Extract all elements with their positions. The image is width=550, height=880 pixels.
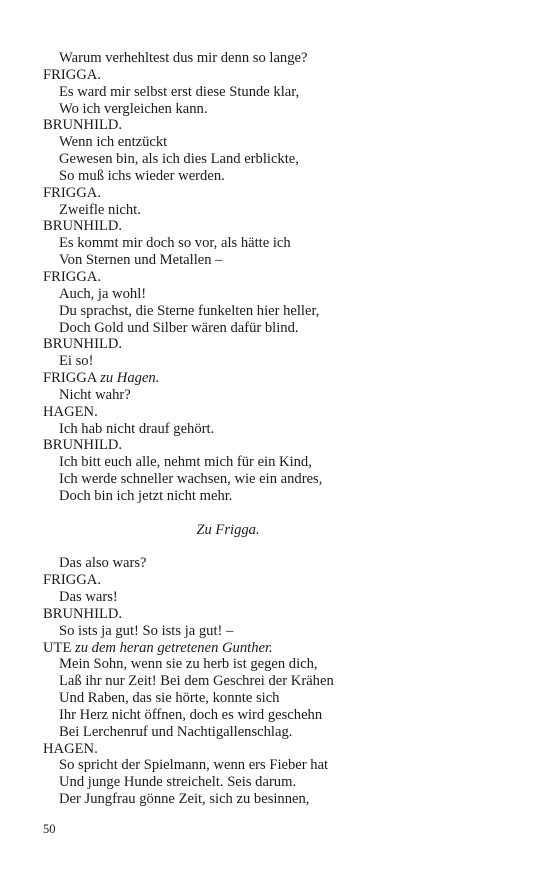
verse-line: Gewesen bin, als ich dies Land erblickte,	[59, 151, 299, 168]
verse-line: Wo ich vergleichen kann.	[59, 100, 208, 117]
verse-line: So ists ja gut! So ists ja gut! –	[59, 622, 234, 639]
verse-line: Ich hab nicht drauf gehört.	[59, 420, 215, 437]
speaker-line	[43, 185, 513, 202]
verse-line: Bei Lerchenruf und Nachtigallenschlag.	[59, 723, 293, 740]
speaker-line	[43, 606, 513, 623]
verse-line: So muß ichs wieder werden.	[59, 167, 225, 184]
speaker-name: FRIGGA.	[43, 184, 101, 201]
speaker-line	[43, 117, 513, 134]
verse-line: Der Jungfrau gönne Zeit, sich zu besinnen,	[59, 791, 310, 808]
verse-line: Ei so!	[59, 353, 94, 370]
stage-direction: zu Hagen.	[100, 370, 160, 387]
speaker-line	[43, 67, 513, 84]
verse-line: Und Raben, das sie hörte, konnte sich	[59, 690, 280, 707]
speaker-name: BRUNHILD.	[43, 437, 123, 454]
verse-line: Warum verhehltest dus mir denn so lange?	[59, 50, 308, 66]
speaker-name: HAGEN.	[43, 403, 98, 420]
verse-line: Auch, ja wohl!	[59, 285, 147, 302]
speaker-line	[43, 741, 513, 758]
play-text	[43, 50, 513, 808]
speaker-line	[43, 370, 513, 387]
verse-line: Das also wars?	[59, 555, 147, 572]
verse-line: Das wars!	[59, 589, 118, 605]
page-number: 50	[43, 822, 56, 836]
verse-line: Von Sternen und Metallen –	[59, 252, 223, 269]
speaker-line	[43, 437, 513, 454]
verse-line: Ich bitt euch alle, nehmt mich für ein Kind,	[59, 454, 312, 471]
blank-line	[43, 505, 513, 522]
verse-line: Es kommt mir doch so vor, als hätte ich	[59, 235, 291, 252]
speaker-line	[43, 218, 513, 235]
verse-line: Zweifle nicht.	[59, 201, 141, 218]
speaker-name: BRUNHILD.	[43, 117, 123, 134]
speaker-name: BRUNHILD.	[43, 218, 123, 235]
speaker-name: UTE	[43, 639, 72, 656]
speaker-name: FRIGGA	[43, 370, 97, 387]
speaker-name: FRIGGA.	[43, 66, 101, 83]
stage-direction: Zu Frigga.	[196, 521, 260, 538]
speaker-line	[43, 404, 513, 421]
speaker-name: HAGEN.	[43, 740, 98, 757]
verse-line: Ihr Herz nicht öffnen, doch es wird geschehn	[59, 706, 323, 723]
speaker-line	[43, 572, 513, 589]
speaker-line	[43, 336, 513, 353]
stage-direction: zu dem heran getretenen Gunther.	[75, 639, 273, 656]
blank-line	[43, 538, 513, 555]
verse-line: Laß ihr nur Zeit! Bei dem Geschrei der Krähen	[59, 673, 334, 690]
speaker-line	[43, 269, 513, 286]
verse-line: Wenn ich entzückt	[59, 134, 168, 151]
verse-line: Du sprachst, die Sterne funkelten hier heller,	[59, 302, 320, 319]
verse-line: Nicht wahr?	[59, 386, 131, 403]
speaker-name: FRIGGA.	[43, 268, 101, 285]
verse-line: So spricht der Spielmann, wenn ers Fieber hat	[59, 757, 329, 774]
speaker-name: BRUNHILD.	[43, 605, 123, 622]
verse-line: Doch Gold und Silber wären dafür blind.	[59, 319, 299, 336]
verse-line: Und junge Hunde streichelt. Seis darum.	[59, 774, 297, 791]
verse-line: Doch bin ich jetzt nicht mehr.	[59, 487, 233, 504]
verse-line: Es ward mir selbst erst diese Stunde klar,	[59, 83, 300, 100]
speaker-name: BRUNHILD.	[43, 336, 123, 353]
speaker-name: FRIGGA.	[43, 572, 101, 589]
verse-line: Mein Sohn, wenn sie zu herb ist gegen dich,	[59, 656, 318, 673]
verse-line: Ich werde schneller wachsen, wie ein andres,	[59, 471, 323, 488]
speaker-line	[43, 640, 513, 657]
